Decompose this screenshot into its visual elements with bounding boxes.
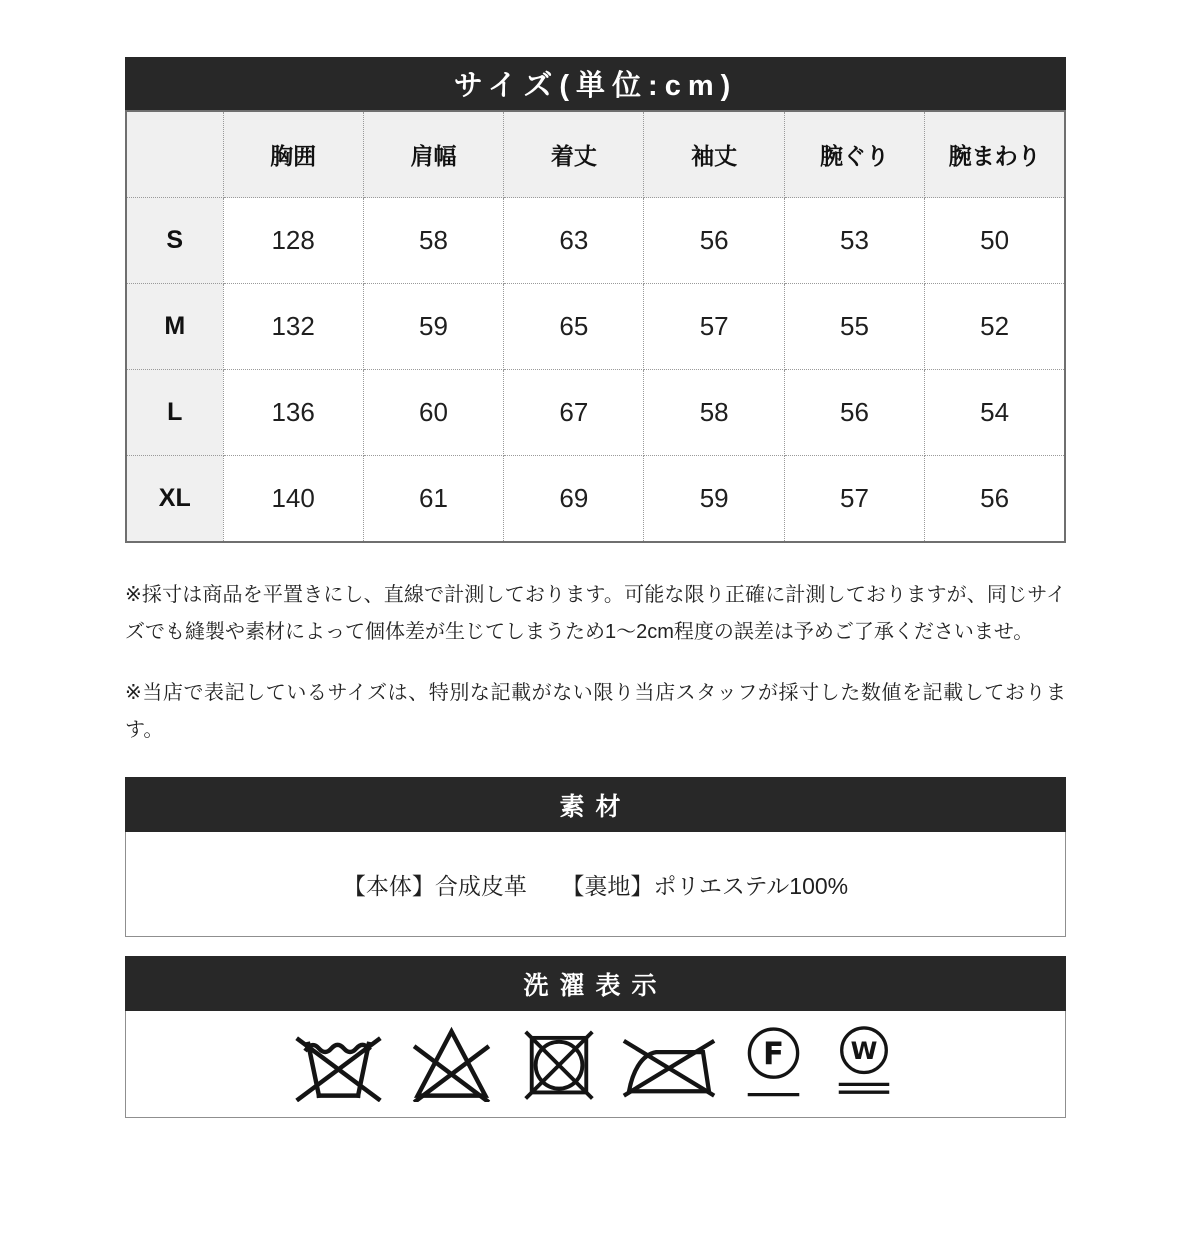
cell-m-sleeve: 57 [644,284,784,370]
laundry-icons-box [125,1011,1066,1118]
size-label-xl: XL [126,456,223,543]
column-header-shoulder: 肩幅 [363,111,503,198]
size-chart-title: サイズ(単位:cm) [453,70,738,102]
cell-xl-length: 69 [504,456,644,543]
material-heading: 素材 [559,792,632,821]
cell-l-length: 67 [504,370,644,456]
measurement-disclaimer-note: ※採寸は商品を平置きにし、直線で計測しております。可能な限り正確に計測しておりますが、同じサイズでも縫製や素材によって個体差が生じてしまうため1～2cm程度の誤差は予めご了承くださいませ。 [125,584,1066,643]
table-row-m [126,284,1065,370]
size-spec-page [125,57,1066,1118]
cell-xl-chest: 140 [223,456,363,543]
material-content-box [125,832,1066,937]
cell-m-armhole: 55 [784,284,924,370]
column-header-chest: 胸囲 [223,111,363,198]
dry-clean-f-icon [740,1025,807,1104]
cell-s-chest: 128 [223,198,363,284]
size-chart-title-bar [125,57,1066,110]
cell-s-length: 63 [504,198,644,284]
laundry-title-bar [125,956,1066,1011]
size-label-s: S [126,198,223,284]
cell-xl-armhole: 57 [784,456,924,543]
cell-m-shoulder: 59 [363,284,503,370]
cell-m-length: 65 [504,284,644,370]
wet-clean-w-icon [831,1024,897,1104]
column-header-length: 着丈 [504,111,644,198]
table-row-s [126,198,1065,284]
svg-text:F: F [762,1035,785,1072]
do-not-iron-icon [622,1030,716,1098]
laundry-heading: 洗濯表示 [523,971,668,1000]
size-table-header-row [126,111,1065,198]
column-header-arm-width: 腕まわり [925,111,1065,198]
corner-cell [126,111,223,198]
table-row-l [126,370,1065,456]
laundry-section [125,956,1066,1118]
cell-l-sleeve: 58 [644,370,784,456]
material-section [125,777,1066,937]
size-table [125,110,1066,543]
cell-xl-shoulder: 61 [363,456,503,543]
do-not-wash-icon [294,1026,383,1102]
material-title-bar [125,777,1066,832]
svg-text:W: W [850,1035,878,1065]
material-text: 【本体】合成皮革 【裏地】ポリエステル100% [342,872,849,899]
cell-m-arm-width: 52 [925,284,1065,370]
do-not-bleach-icon [407,1026,496,1102]
column-header-armhole: 腕ぐり [784,111,924,198]
cell-l-arm-width: 54 [925,370,1065,456]
column-header-sleeve: 袖丈 [644,111,784,198]
cell-s-sleeve: 56 [644,198,784,284]
size-label-m: M [126,284,223,370]
cell-xl-sleeve: 59 [644,456,784,543]
cell-s-arm-width: 50 [925,198,1065,284]
do-not-tumble-dry-icon [520,1027,598,1101]
cell-l-armhole: 56 [784,370,924,456]
cell-l-shoulder: 60 [363,370,503,456]
table-row-xl [126,456,1065,543]
cell-xl-arm-width: 56 [925,456,1065,543]
cell-m-chest: 132 [223,284,363,370]
staff-measurement-note: ※当店で表記しているサイズは、特別な記載がない限り当店スタッフが採寸した数値を記載しております。 [125,682,1066,741]
cell-s-armhole: 53 [784,198,924,284]
cell-l-chest: 136 [223,370,363,456]
size-label-l: L [126,370,223,456]
cell-s-shoulder: 58 [363,198,503,284]
